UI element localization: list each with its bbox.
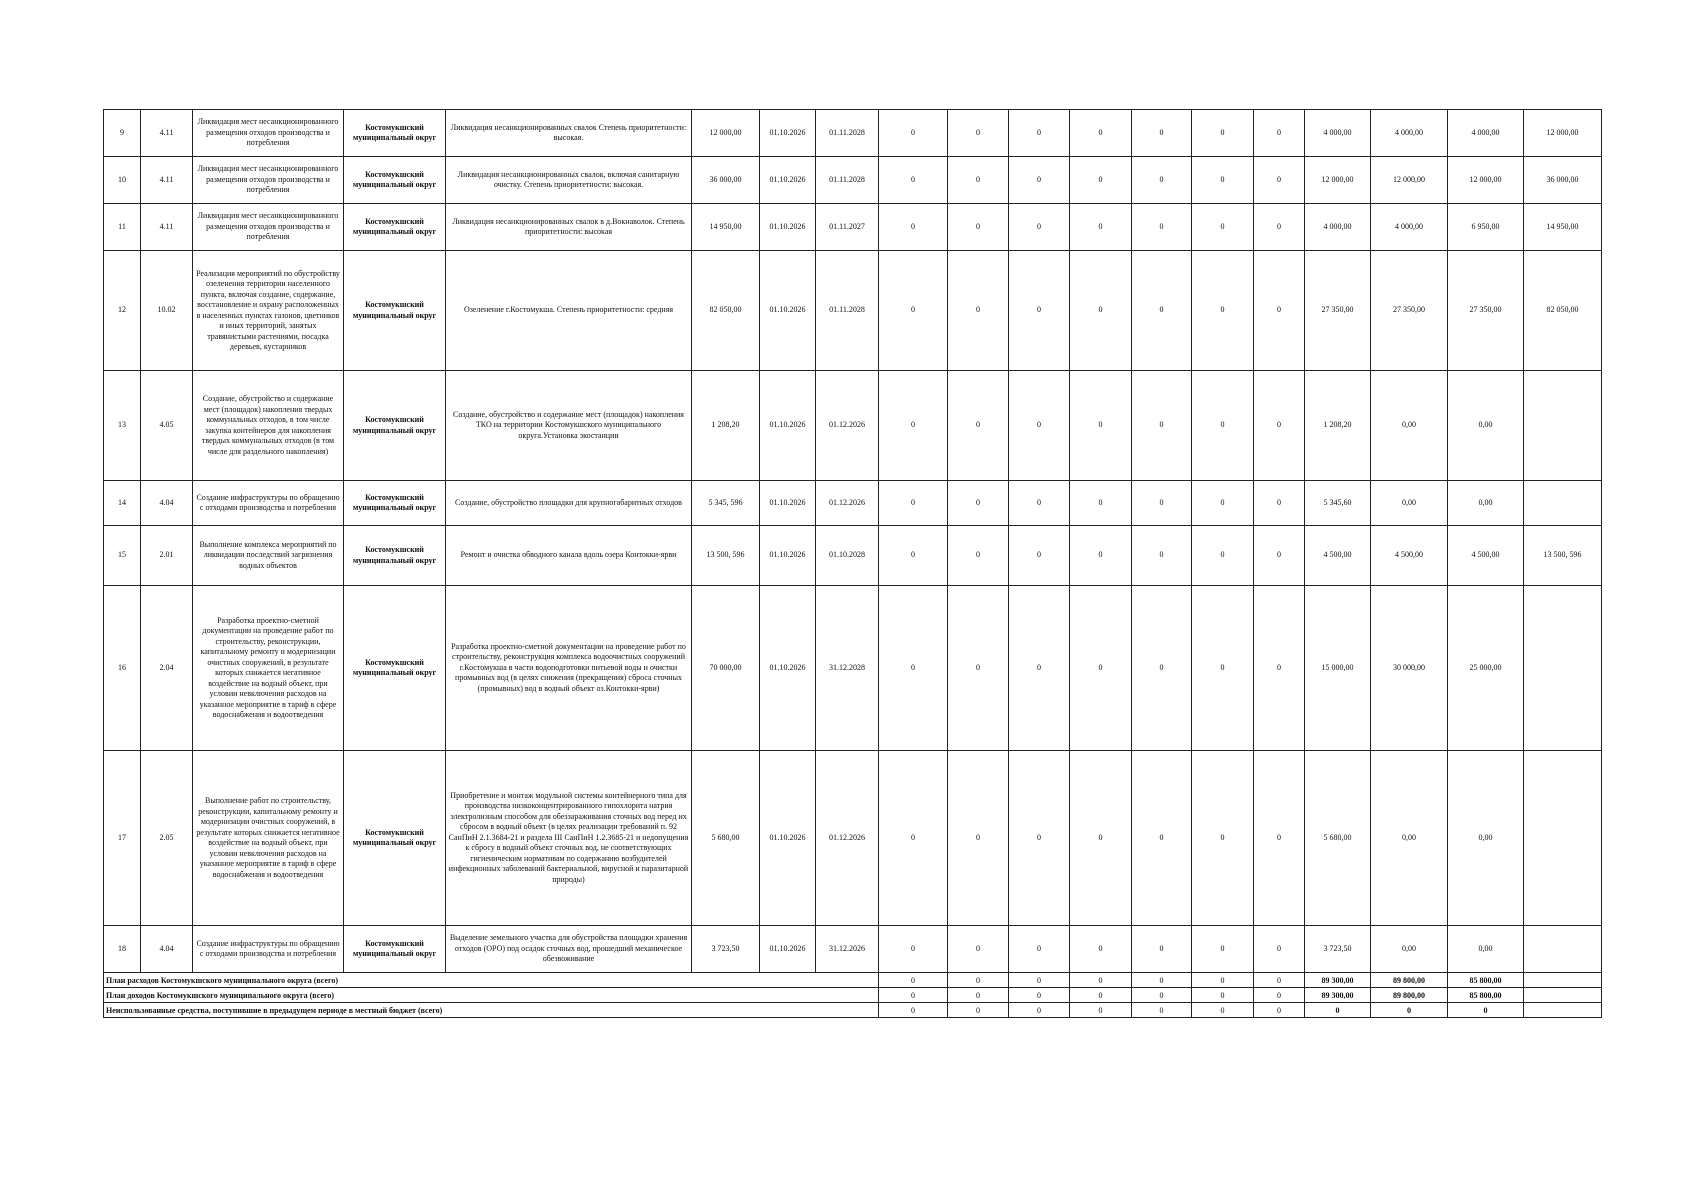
start-date: 01.10.2026 [760, 371, 816, 481]
sum-amount: 82 050,00 [1524, 251, 1602, 371]
summary-funding-cell: 0 [948, 988, 1009, 1003]
measure-name: Выполнение комплекса мероприятий по ликвидации последствий загрязнения водных объектов [193, 526, 344, 586]
total-cost: 5 345, 596 [692, 481, 760, 526]
summary-funding-cell: 0 [1132, 988, 1192, 1003]
sum-amount [1524, 586, 1602, 751]
funding-cell: 0 [879, 751, 948, 926]
funding-cell: 0 [1254, 204, 1305, 251]
end-date: 31.12.2028 [816, 586, 879, 751]
year-1-amount: 5 345,60 [1305, 481, 1371, 526]
summary-funding-cell: 0 [1070, 973, 1132, 988]
summary-funding-cell: 0 [1192, 973, 1254, 988]
row-number: 15 [104, 526, 141, 586]
funding-cell: 0 [1132, 481, 1192, 526]
measure-code: 2.04 [141, 586, 193, 751]
year-1-amount: 12 000,00 [1305, 157, 1371, 204]
year-1-amount: 4 000,00 [1305, 204, 1371, 251]
funding-cell: 0 [1254, 110, 1305, 157]
municipality: Костомукшский муниципальный округ [344, 751, 446, 926]
funding-cell: 0 [1254, 481, 1305, 526]
year-3-amount: 12 000,00 [1448, 157, 1524, 204]
year-2-amount: 12 000,00 [1371, 157, 1448, 204]
funding-cell: 0 [1192, 586, 1254, 751]
summary-year-2: 0 [1371, 1003, 1448, 1018]
sum-amount: 14 950,00 [1524, 204, 1602, 251]
plan-table [103, 109, 1602, 1018]
table-row [104, 251, 1602, 371]
row-number: 16 [104, 586, 141, 751]
measure-description: Ликвидация несанкционированных свалок Степень приоритетности: высокая. [446, 110, 692, 157]
year-2-amount: 4 000,00 [1371, 204, 1448, 251]
year-3-amount: 6 950,00 [1448, 204, 1524, 251]
funding-cell: 0 [1254, 251, 1305, 371]
funding-cell: 0 [948, 926, 1009, 973]
summary-funding-cell: 0 [1254, 1003, 1305, 1018]
end-date: 01.12.2026 [816, 481, 879, 526]
summary-funding-cell: 0 [1192, 1003, 1254, 1018]
summary-funding-cell: 0 [1009, 973, 1070, 988]
summary-funding-cell: 0 [948, 1003, 1009, 1018]
year-1-amount: 3 723,50 [1305, 926, 1371, 973]
sum-amount [1524, 926, 1602, 973]
measure-code: 4.11 [141, 204, 193, 251]
summary-year-1: 89 300,00 [1305, 973, 1371, 988]
funding-cell: 0 [1009, 926, 1070, 973]
funding-cell: 0 [879, 586, 948, 751]
funding-cell: 0 [1192, 371, 1254, 481]
total-cost: 1 208,20 [692, 371, 760, 481]
table-row [104, 371, 1602, 481]
start-date: 01.10.2026 [760, 526, 816, 586]
total-cost: 36 000,00 [692, 157, 760, 204]
year-2-amount: 4 000,00 [1371, 110, 1448, 157]
funding-cell: 0 [948, 481, 1009, 526]
funding-cell: 0 [948, 157, 1009, 204]
year-1-amount: 27 350,00 [1305, 251, 1371, 371]
municipality: Костомукшский муниципальный округ [344, 110, 446, 157]
measure-description: Ремонт и очистка обводного канала вдоль озера Контокки-ярви [446, 526, 692, 586]
summary-label: Неиспользованные средства, поступившие в предыдущем периоде в местный бюджет (всего) [104, 1003, 879, 1018]
funding-cell: 0 [1192, 157, 1254, 204]
row-number: 9 [104, 110, 141, 157]
measure-name: Ликвидация мест несанкционированного размещения отходов производства и потребления [193, 157, 344, 204]
sum-amount [1524, 481, 1602, 526]
municipality: Костомукшский муниципальный округ [344, 586, 446, 751]
row-number: 13 [104, 371, 141, 481]
funding-cell: 0 [1254, 926, 1305, 973]
end-date: 01.12.2026 [816, 371, 879, 481]
summary-empty-cell [1524, 1003, 1602, 1018]
summary-funding-cell: 0 [948, 973, 1009, 988]
summary-year-2: 89 800,00 [1371, 988, 1448, 1003]
summary-row [104, 973, 1602, 988]
funding-cell: 0 [879, 204, 948, 251]
measure-code: 10.02 [141, 251, 193, 371]
sum-amount [1524, 751, 1602, 926]
funding-cell: 0 [1070, 586, 1132, 751]
measure-name: Разработка проектно-сметной документации на проведение работ по строительству, реконструкции, капитальному ремонту и модернизации очистных сооружений, в результате которых снижается негативное воздействие на водный объект, при условии невключения расходов на указанное мероприятие в тариф в сфере водоснабжения и водоотведения [193, 586, 344, 751]
funding-cell: 0 [1009, 751, 1070, 926]
total-cost: 5 680,00 [692, 751, 760, 926]
summary-year-2: 89 800,00 [1371, 973, 1448, 988]
end-date: 31.12.2026 [816, 926, 879, 973]
year-1-amount: 1 208,20 [1305, 371, 1371, 481]
municipality: Костомукшский муниципальный округ [344, 157, 446, 204]
measure-description: Создание, обустройство и содержание мест (площадок) накопления ТКО на территории Костомукшского муниципального округа.Установка экостанции [446, 371, 692, 481]
funding-cell: 0 [879, 526, 948, 586]
funding-cell: 0 [1009, 526, 1070, 586]
summary-funding-cell: 0 [879, 1003, 948, 1018]
funding-cell: 0 [1254, 526, 1305, 586]
row-number: 10 [104, 157, 141, 204]
table-row [104, 586, 1602, 751]
year-1-amount: 5 680,00 [1305, 751, 1371, 926]
funding-cell: 0 [1254, 586, 1305, 751]
municipality: Костомукшский муниципальный округ [344, 204, 446, 251]
summary-funding-cell: 0 [879, 973, 948, 988]
measure-name: Ликвидация мест несанкционированного размещения отходов производства и потребления [193, 110, 344, 157]
sum-amount: 12 000,00 [1524, 110, 1602, 157]
funding-cell: 0 [1009, 251, 1070, 371]
summary-funding-cell: 0 [1070, 988, 1132, 1003]
total-cost: 14 950,00 [692, 204, 760, 251]
measure-code: 4.05 [141, 371, 193, 481]
plan-table-body [104, 110, 1602, 1018]
municipality: Костомукшский муниципальный округ [344, 526, 446, 586]
funding-cell: 0 [879, 371, 948, 481]
measure-name: Создание, обустройство и содержание мест (площадок) накопления твердых коммунальных отходов, в том числе закупка контейнеров для накопления твердых коммунальных отходов (в том числе для раздельного накопления) [193, 371, 344, 481]
year-2-amount: 4 500,00 [1371, 526, 1448, 586]
end-date: 01.11.2028 [816, 110, 879, 157]
funding-cell: 0 [1070, 204, 1132, 251]
funding-cell: 0 [1192, 526, 1254, 586]
funding-cell: 0 [879, 481, 948, 526]
row-number: 11 [104, 204, 141, 251]
measure-code: 4.04 [141, 481, 193, 526]
municipality: Костомукшский муниципальный округ [344, 371, 446, 481]
measure-code: 4.11 [141, 157, 193, 204]
funding-cell: 0 [948, 371, 1009, 481]
measure-name: Создание инфраструктуры по обращению с отходами производства и потребления [193, 481, 344, 526]
funding-cell: 0 [1192, 751, 1254, 926]
measure-name: Создание инфраструктуры по обращению с отходами производства и потребления [193, 926, 344, 973]
total-cost: 12 000,00 [692, 110, 760, 157]
year-2-amount: 30 000,00 [1371, 586, 1448, 751]
funding-cell: 0 [1070, 526, 1132, 586]
measure-description: Ликвидация несанкционированных свалок, включая санитарную очистку. Степень приоритетности: высокая. [446, 157, 692, 204]
summary-funding-cell: 0 [1009, 988, 1070, 1003]
funding-cell: 0 [1132, 204, 1192, 251]
measure-code: 4.04 [141, 926, 193, 973]
funding-cell: 0 [1070, 371, 1132, 481]
measure-code: 2.01 [141, 526, 193, 586]
measure-name: Ликвидация мест несанкционированного размещения отходов производства и потребления [193, 204, 344, 251]
year-2-amount: 0,00 [1371, 371, 1448, 481]
table-row [104, 481, 1602, 526]
funding-cell: 0 [948, 586, 1009, 751]
end-date: 01.11.2028 [816, 157, 879, 204]
table-row [104, 526, 1602, 586]
start-date: 01.10.2026 [760, 251, 816, 371]
start-date: 01.10.2026 [760, 204, 816, 251]
funding-cell: 0 [1009, 157, 1070, 204]
measure-description: Озеленение г.Костомукша. Степень приоритетности: средняя [446, 251, 692, 371]
total-cost: 70 000,00 [692, 586, 760, 751]
row-number: 18 [104, 926, 141, 973]
funding-cell: 0 [879, 251, 948, 371]
row-number: 17 [104, 751, 141, 926]
funding-cell: 0 [1132, 926, 1192, 973]
summary-label: План доходов Костомукшского муниципального округа (всего) [104, 988, 879, 1003]
summary-year-1: 89 300,00 [1305, 988, 1371, 1003]
summary-empty-cell [1524, 988, 1602, 1003]
funding-cell: 0 [1132, 371, 1192, 481]
summary-funding-cell: 0 [1132, 973, 1192, 988]
summary-row [104, 1003, 1602, 1018]
funding-cell: 0 [879, 110, 948, 157]
year-1-amount: 4 500,00 [1305, 526, 1371, 586]
funding-cell: 0 [1192, 110, 1254, 157]
funding-cell: 0 [948, 751, 1009, 926]
funding-cell: 0 [1254, 157, 1305, 204]
year-1-amount: 15 000,00 [1305, 586, 1371, 751]
year-2-amount: 0,00 [1371, 926, 1448, 973]
funding-cell: 0 [1132, 110, 1192, 157]
funding-cell: 0 [1070, 751, 1132, 926]
summary-year-3: 85 800,00 [1448, 973, 1524, 988]
table-row [104, 157, 1602, 204]
table-row [104, 204, 1602, 251]
year-1-amount: 4 000,00 [1305, 110, 1371, 157]
summary-funding-cell: 0 [1009, 1003, 1070, 1018]
funding-cell: 0 [1132, 526, 1192, 586]
start-date: 01.10.2026 [760, 157, 816, 204]
summary-funding-cell: 0 [1254, 988, 1305, 1003]
year-3-amount: 0,00 [1448, 371, 1524, 481]
funding-cell: 0 [1132, 157, 1192, 204]
measure-name: Реализация мероприятий по обустройству озеленения территории населенного пункта, включая создание, содержание, восстановление и охрану расположенных в населенных пунктах газонов, цветников и иных территорий, занятых травянистыми растениями, посадка деревьев, кустарников [193, 251, 344, 371]
start-date: 01.10.2026 [760, 481, 816, 526]
funding-cell: 0 [1009, 371, 1070, 481]
funding-cell: 0 [1009, 586, 1070, 751]
summary-year-1: 0 [1305, 1003, 1371, 1018]
funding-cell: 0 [1070, 251, 1132, 371]
summary-funding-cell: 0 [1132, 1003, 1192, 1018]
funding-cell: 0 [1192, 204, 1254, 251]
funding-cell: 0 [1254, 371, 1305, 481]
summary-row [104, 988, 1602, 1003]
municipality: Костомукшский муниципальный округ [344, 481, 446, 526]
sum-amount [1524, 371, 1602, 481]
end-date: 01.11.2027 [816, 204, 879, 251]
measure-code: 2.05 [141, 751, 193, 926]
funding-cell: 0 [1070, 926, 1132, 973]
year-3-amount: 4 500,00 [1448, 526, 1524, 586]
funding-cell: 0 [1009, 481, 1070, 526]
funding-cell: 0 [1132, 586, 1192, 751]
row-number: 12 [104, 251, 141, 371]
summary-funding-cell: 0 [1192, 988, 1254, 1003]
end-date: 01.11.2028 [816, 251, 879, 371]
funding-cell: 0 [1009, 110, 1070, 157]
total-cost: 82 050,00 [692, 251, 760, 371]
measure-code: 4.11 [141, 110, 193, 157]
end-date: 01.12.2026 [816, 751, 879, 926]
funding-cell: 0 [1132, 751, 1192, 926]
funding-cell: 0 [1192, 251, 1254, 371]
year-2-amount: 27 350,00 [1371, 251, 1448, 371]
row-number: 14 [104, 481, 141, 526]
funding-cell: 0 [1192, 481, 1254, 526]
municipality: Костомукшский муниципальный округ [344, 251, 446, 371]
funding-cell: 0 [1070, 157, 1132, 204]
total-cost: 13 500, 596 [692, 526, 760, 586]
municipality: Костомукшский муниципальный округ [344, 926, 446, 973]
funding-cell: 0 [1132, 251, 1192, 371]
measure-description: Ликвидация несанкционированных свалок в д.Вокнаволок. Степень приоритетности: высокая [446, 204, 692, 251]
table-row [104, 751, 1602, 926]
funding-cell: 0 [948, 251, 1009, 371]
funding-cell: 0 [1009, 204, 1070, 251]
measure-description: Приобретение и монтаж модульной системы контейнерного типа для производства низкоконцентрированного гипохлорита натрия электролизным способом для обеззараживания сточных вод перед их сбросом в водный объект (в целях реализации требований п. 92 СанПиН 2.1.3684-21 и раздела III СанПиН 1.2.3685-21 и недопущения к сбросу в водный объект сточных вод, не соответствующих гигиеническим нормативам по содержанию возбудителей инфекционных заболеваний бактериальной, вирусной и паразитарной природы) [446, 751, 692, 926]
summary-funding-cell: 0 [879, 988, 948, 1003]
funding-cell: 0 [879, 926, 948, 973]
summary-funding-cell: 0 [1254, 973, 1305, 988]
end-date: 01.10.2028 [816, 526, 879, 586]
year-3-amount: 4 000,00 [1448, 110, 1524, 157]
funding-cell: 0 [948, 204, 1009, 251]
funding-cell: 0 [879, 157, 948, 204]
funding-cell: 0 [1070, 110, 1132, 157]
start-date: 01.10.2026 [760, 586, 816, 751]
summary-year-3: 85 800,00 [1448, 988, 1524, 1003]
measure-description: Разработка проектно-сметной документации на проведение работ по строительству, реконструкция комплекса водоочистных сооружений г.Костомукша в части водоподготовки питьевой воды и очистки промывных вод (в целях снижения (прекращения) сброса сточных (промывных) вод в водный объект оз.Контокки-ярви) [446, 586, 692, 751]
measure-description: Создание, обустройство площадки для крупногабаритных отходов [446, 481, 692, 526]
table-row [104, 110, 1602, 157]
year-2-amount: 0,00 [1371, 481, 1448, 526]
funding-cell: 0 [1254, 751, 1305, 926]
table-row [104, 926, 1602, 973]
sum-amount: 13 500, 596 [1524, 526, 1602, 586]
summary-empty-cell [1524, 973, 1602, 988]
year-3-amount: 0,00 [1448, 751, 1524, 926]
summary-label: План расходов Костомукшского муниципального округа (всего) [104, 973, 879, 988]
year-2-amount: 0,00 [1371, 751, 1448, 926]
start-date: 01.10.2026 [760, 926, 816, 973]
funding-cell: 0 [1070, 481, 1132, 526]
year-3-amount: 0,00 [1448, 481, 1524, 526]
year-3-amount: 25 000,00 [1448, 586, 1524, 751]
summary-funding-cell: 0 [1070, 1003, 1132, 1018]
measure-name: Выполнение работ по строительству, реконструкции, капитальному ремонту и модернизации очистных сооружений, в результате которых снижается негативное воздействие на водный объект, при условии невключения расходов на указанное мероприятие в тариф в сфере водоснабжения и водоотведения [193, 751, 344, 926]
year-3-amount: 0,00 [1448, 926, 1524, 973]
funding-cell: 0 [1192, 926, 1254, 973]
funding-cell: 0 [948, 526, 1009, 586]
start-date: 01.10.2026 [760, 751, 816, 926]
year-3-amount: 27 350,00 [1448, 251, 1524, 371]
funding-cell: 0 [948, 110, 1009, 157]
summary-year-3: 0 [1448, 1003, 1524, 1018]
total-cost: 3 723,50 [692, 926, 760, 973]
start-date: 01.10.2026 [760, 110, 816, 157]
sum-amount: 36 000,00 [1524, 157, 1602, 204]
measure-description: Выделение земельного участка для обустройства площадки хранения отходов (ОРО) под осадок сточных вод, прошедший механическое обезвоживание [446, 926, 692, 973]
